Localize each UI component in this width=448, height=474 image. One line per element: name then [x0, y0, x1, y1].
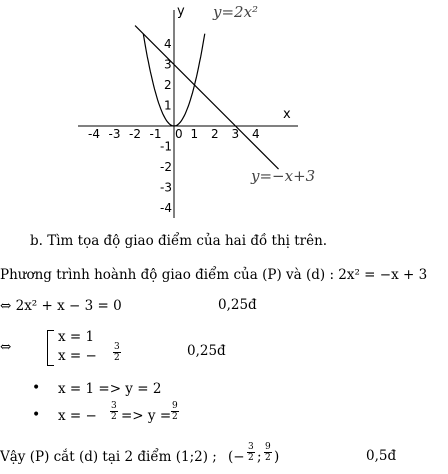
- y-tick-label: -2: [160, 160, 172, 174]
- x-tick-label: -2: [129, 127, 141, 141]
- y-axis-label: y: [177, 4, 185, 19]
- y-tick-label: 4: [164, 37, 172, 51]
- axes: [78, 10, 298, 218]
- x-axis-label: x: [283, 107, 291, 122]
- parabola-label: y=2x²: [213, 3, 259, 21]
- conclusion-point2-open: (−: [228, 449, 245, 465]
- conclusion-fraction-y-den: 2: [265, 453, 271, 463]
- conclusion-text: Vậy (P) cắt (d) tại 2 điểm (1;2) ;: [0, 449, 217, 465]
- conclusion-fraction-x: [247, 442, 255, 463]
- conclusion-point2-close: ): [274, 449, 280, 465]
- y-tick-label: -3: [160, 180, 172, 195]
- graph: [0, 0, 448, 235]
- x-tick-label: 2: [211, 127, 219, 141]
- case2-fraction-den: 2: [114, 353, 120, 363]
- bullet2-fraction-x-den: 2: [111, 412, 117, 422]
- step2-prefix: ⇔: [0, 339, 12, 355]
- case2-fraction: [113, 342, 121, 363]
- case-bracket: [47, 330, 54, 366]
- conclusion-point2-mid: ;: [257, 449, 262, 465]
- bullet2-fraction-x: [110, 401, 118, 422]
- bullet2-fraction-x-num: 3: [111, 401, 117, 411]
- step1-score: 0,25đ: [218, 297, 257, 313]
- conclusion-fraction-y-num: 9: [265, 442, 271, 452]
- conclusion-fraction-y: [264, 442, 272, 463]
- step1-equation: ⇔ 2x² + x − 3 = 0: [0, 298, 122, 314]
- case2-fraction-num: 3: [114, 342, 120, 352]
- step2-score: 0,25đ: [187, 343, 226, 359]
- bullet2-fraction-y: [171, 401, 179, 422]
- part-b-heading: b. Tìm tọa độ giao điểm của hai đồ thị trên.: [30, 233, 328, 249]
- bullet-2: •: [32, 407, 41, 423]
- y-tick-label: -1: [160, 139, 172, 154]
- y-tick-label: -4: [160, 201, 172, 215]
- bullet1-text: x = 1 => y = 2: [58, 381, 162, 397]
- x-tick-label: 0: [175, 127, 183, 141]
- bullet2-fraction-y-den: 2: [172, 412, 178, 422]
- conclusion-fraction-x-den: 2: [248, 453, 254, 463]
- y-tick-label: 1: [164, 98, 172, 113]
- bullet2-part-a: x = −: [58, 408, 97, 424]
- bullet-1: •: [32, 380, 41, 396]
- conclusion-fraction-x-num: 3: [248, 442, 254, 452]
- x-tick-label: -3: [108, 127, 121, 141]
- conclusion-score: 0,5đ: [366, 448, 397, 464]
- equation-intro: Phương trình hoành độ giao điểm của (P) và (d) : 2x² = −x + 3: [0, 267, 428, 283]
- step2-case2: x = −: [58, 348, 97, 364]
- x-tick-label: 4: [252, 127, 260, 141]
- x-tick-label: 3: [231, 127, 240, 141]
- bullet2-fraction-y-num: 9: [172, 401, 178, 411]
- bullet2-part-b: => y =: [121, 408, 172, 424]
- x-tick-label: -1: [149, 127, 162, 141]
- step2-case1: x = 1: [58, 329, 95, 345]
- line-label: y=−x+3: [251, 167, 316, 185]
- x-tick-label: -4: [88, 127, 100, 141]
- y-tick-label: 2: [164, 78, 172, 92]
- y-tick-label: 3: [164, 57, 172, 72]
- x-tick-label: 1: [190, 127, 199, 141]
